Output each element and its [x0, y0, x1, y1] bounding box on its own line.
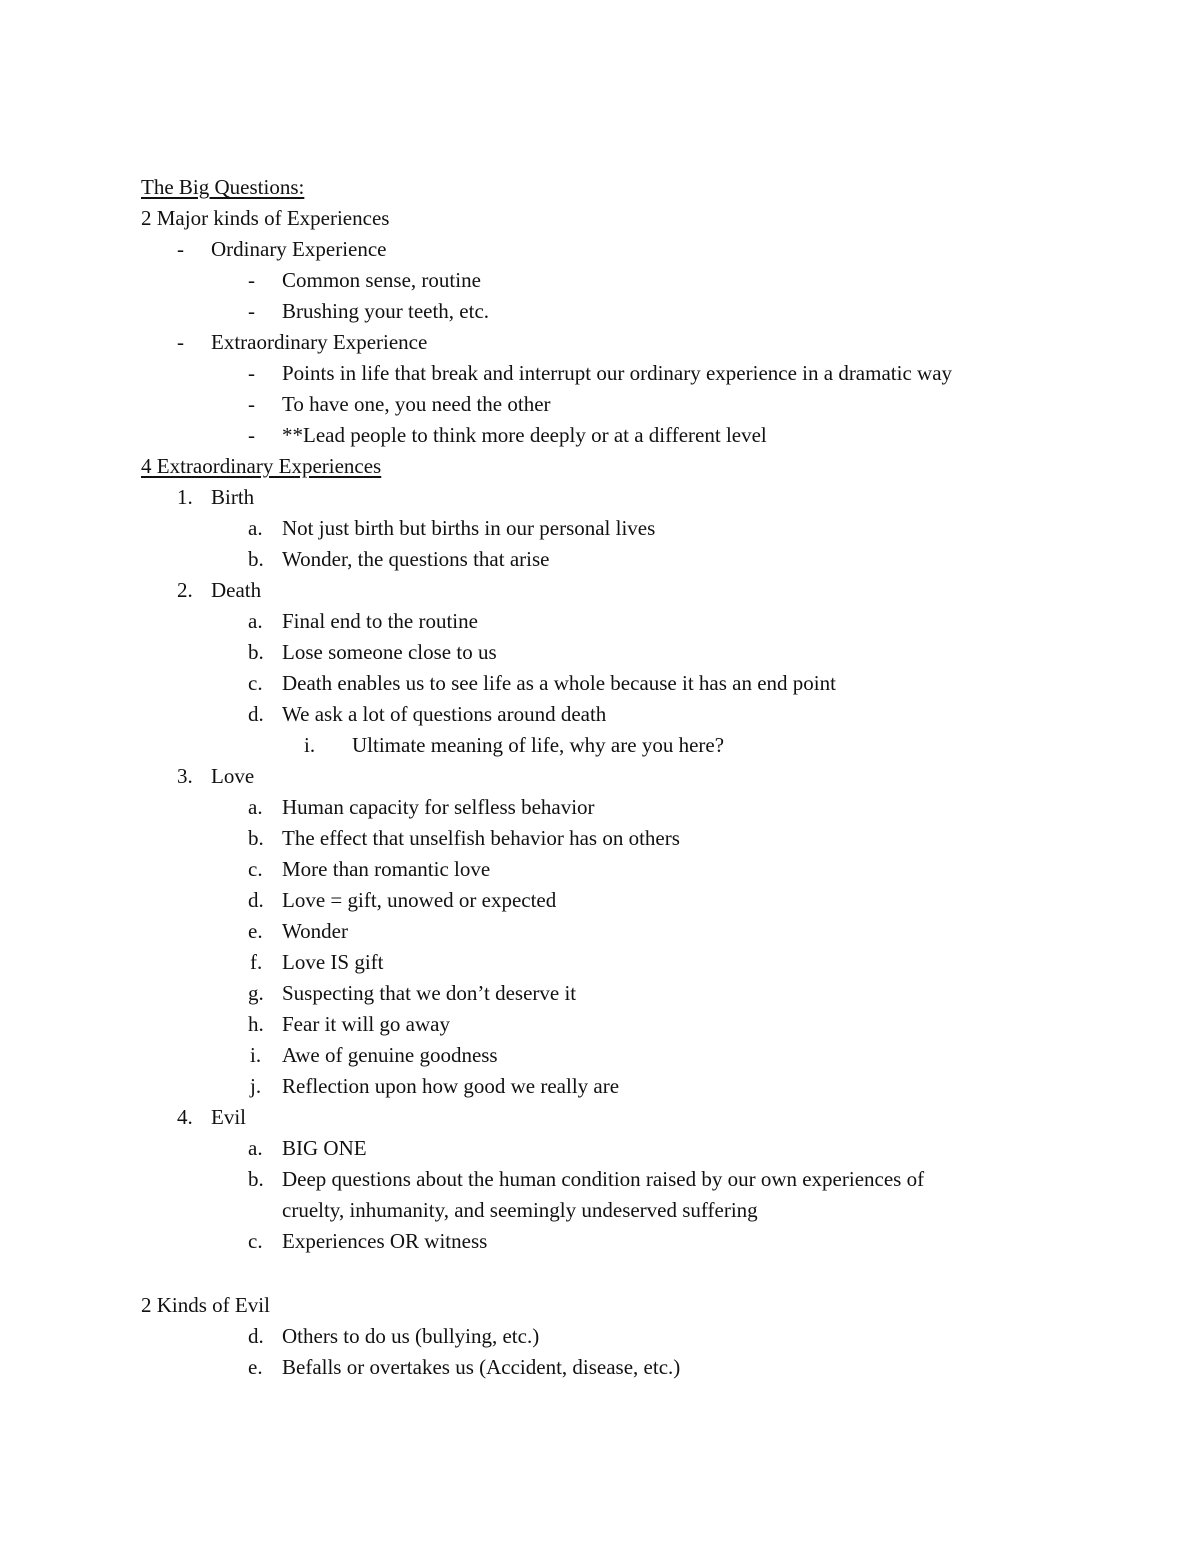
list-item: Points in life that break and interrupt our ordinary experience in a dramatic way — [282, 361, 953, 385]
list-marker: d. — [248, 888, 264, 912]
list-marker: - — [248, 423, 255, 447]
list-marker: b. — [248, 826, 264, 850]
list-marker: 2. — [177, 578, 193, 602]
list-marker: b. — [248, 547, 264, 571]
list-marker: a. — [248, 516, 263, 540]
list-item: Love — [211, 764, 255, 788]
list-marker: - — [177, 237, 184, 261]
list-marker: f. — [250, 950, 263, 974]
list-marker: g. — [248, 981, 264, 1005]
list-item: Not just birth but births in our personal lives — [282, 516, 656, 540]
list-item: Final end to the routine — [282, 609, 478, 633]
list-item: Birth — [211, 485, 255, 509]
list-marker: b. — [248, 640, 264, 664]
list-marker: - — [177, 330, 184, 354]
list-marker: 4. — [177, 1105, 193, 1129]
list-item-continuation: cruelty, inhumanity, and seemingly undeserved suffering — [282, 1198, 758, 1222]
list-item: More than romantic love — [282, 857, 491, 881]
section-title: 2 Major kinds of Experiences — [141, 206, 390, 230]
list-item: Wonder, the questions that arise — [282, 547, 550, 571]
list-item: Extraordinary Experience — [211, 330, 428, 354]
list-marker: c. — [248, 671, 263, 695]
list-marker: e. — [248, 919, 263, 943]
list-marker: i. — [304, 733, 316, 757]
section-title: 2 Kinds of Evil — [141, 1293, 270, 1317]
list-marker: - — [248, 361, 255, 385]
list-marker: - — [248, 268, 255, 292]
list-marker: d. — [248, 702, 264, 726]
list-marker: b. — [248, 1167, 264, 1191]
list-item: Human capacity for selfless behavior — [282, 795, 595, 819]
list-item: Fear it will go away — [282, 1012, 450, 1036]
list-marker: c. — [248, 1229, 263, 1253]
list-item: Reflection upon how good we really are — [282, 1074, 620, 1098]
list-marker: a. — [248, 609, 263, 633]
list-item: Brushing your teeth, etc. — [282, 299, 490, 323]
list-item: BIG ONE — [282, 1136, 367, 1160]
list-marker: e. — [248, 1355, 263, 1379]
list-marker: 1. — [177, 485, 193, 509]
list-item: Death enables us to see life as a whole because it has an end point — [282, 671, 836, 695]
list-item: Lose someone close to us — [282, 640, 497, 664]
list-item: Ordinary Experience — [211, 237, 387, 261]
list-item: We ask a lot of questions around death — [282, 702, 607, 726]
list-item: Suspecting that we don’t deserve it — [282, 981, 577, 1005]
list-item: Common sense, routine — [282, 268, 481, 292]
list-marker: h. — [248, 1012, 264, 1036]
list-marker: j. — [250, 1074, 262, 1098]
list-marker: d. — [248, 1324, 264, 1348]
list-item: To have one, you need the other — [282, 392, 551, 416]
list-item: Experiences OR witness — [282, 1229, 488, 1253]
list-item: Awe of genuine goodness — [282, 1043, 498, 1067]
list-item: Death — [211, 578, 262, 602]
list-marker: 3. — [177, 764, 193, 788]
list-item: Deep questions about the human condition raised by our own experiences of — [282, 1167, 925, 1191]
section-heading: 4 Extraordinary Experiences — [141, 454, 382, 478]
list-item: The effect that unselfish behavior has on others — [282, 826, 680, 850]
list-item: Befalls or overtakes us (Accident, disease, etc.) — [282, 1355, 681, 1379]
list-item: **Lead people to think more deeply or at a different level — [282, 423, 767, 447]
list-item: Wonder — [282, 919, 348, 943]
list-marker: - — [248, 392, 255, 416]
list-marker: a. — [248, 795, 263, 819]
list-marker: - — [248, 299, 255, 323]
document-heading: The Big Questions: — [141, 175, 305, 199]
list-item: Ultimate meaning of life, why are you here? — [352, 733, 725, 757]
list-marker: a. — [248, 1136, 263, 1160]
list-item: Others to do us (bullying, etc.) — [282, 1324, 540, 1348]
list-item: Love IS gift — [282, 950, 384, 974]
list-marker: i. — [250, 1043, 262, 1067]
list-item: Love = gift, unowed or expected — [282, 888, 557, 912]
list-marker: c. — [248, 857, 263, 881]
list-item: Evil — [211, 1105, 246, 1129]
